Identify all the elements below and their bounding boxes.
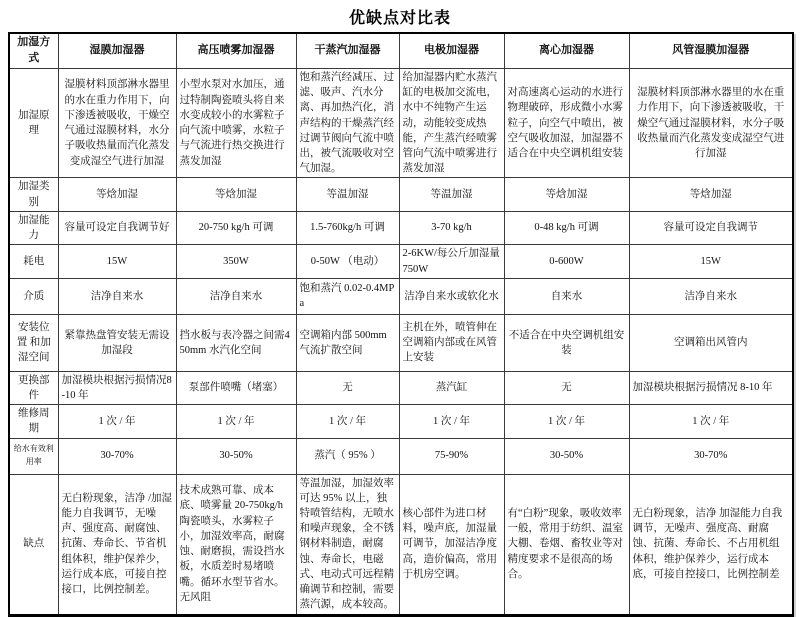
table-cell: 等焓加湿 [176, 178, 296, 211]
table-cell: 空调箱内部 500mm 气流扩散空间 [296, 314, 399, 371]
table-cell: 1 次 / 年 [296, 405, 399, 438]
table-cell: 无白粉现象，洁净 /加湿能力自我调节，无噪声、强度高、耐腐蚀、抗菌、寿命长、节省机组体积，维护保养少，运行成本底，可接自控接口，比例控制差。 [58, 474, 176, 615]
table-cell: 有“白粉”现象，吸收效率一般，常用于纺织、温室大棚、卷烟、畜牧业等对精度要求不是很高的场合。 [504, 474, 629, 615]
table-cell: 1 次 / 年 [504, 405, 629, 438]
table-cell: 自来水 [504, 278, 629, 314]
table-cell: 30-70% [629, 438, 793, 474]
table-row [9, 371, 793, 404]
table-cell: 等温加湿，加湿效率可达 95% 以上，独特喷管结构，无喷水和噪声现象，全不锈钢材料制造，耐腐蚀、寿命长，电磁式、电动式可远程精确调节和控制，需要蒸汽源，成本较高。 [296, 474, 399, 615]
table-cell: 1 次 / 年 [176, 405, 296, 438]
table-cell: 挡水板与表冷器之间需450mm 水汽化空间 [176, 314, 296, 371]
table-cell: 等焓加湿 [504, 178, 629, 211]
table-cell: 0-600W [504, 245, 629, 278]
table-cell: 容量可设定自我调节好 [58, 211, 176, 244]
table-row [9, 278, 793, 314]
table-cell: 核心部件为进口材料，噪声底，加湿量可调节，加湿洁净度高，造价偏高，常用于机房空调。 [399, 474, 504, 615]
table-cell: 350W [176, 245, 296, 278]
row-label: 安装位置 和加湿空间 [9, 314, 58, 371]
table-row [9, 68, 793, 178]
table-row [9, 178, 793, 211]
row-label: 给水有效利用率 [9, 438, 58, 474]
table-cell: 1.5-760kg/h 可调 [296, 211, 399, 244]
table-cell: 无 [296, 371, 399, 404]
table-cell: 2-6KW/每公斤加湿量 750W [399, 245, 504, 278]
table-cell: 技术成熟可靠、成本底、喷雾量 20-750kg/h 陶瓷喷头，水雾粒子小，加湿效率高，耐腐蚀、耐磨损，需设挡水板，水质差时易堵喷嘴。循环水型节省水。无风阻 [176, 474, 296, 615]
table-cell: 0-48 kg/h 可调 [504, 211, 629, 244]
table-cell: 75-90% [399, 438, 504, 474]
table-cell: 加湿模块根据污损情况8-10 年 [58, 371, 176, 404]
header-cell-dry-steam: 干蒸汽加湿器 [296, 33, 399, 68]
table-row [9, 314, 793, 371]
table-body [9, 68, 793, 615]
table-cell: 0-50W （电动） [296, 245, 399, 278]
table-cell: 对高速离心运动的水进行物理破碎，形成微小水雾粒子，向空气中喷出，被空气吸收加湿，加湿器不适合在中央空调机组安装 [504, 68, 629, 178]
table-cell: 等温加湿 [399, 178, 504, 211]
table-cell: 空调箱出风管内 [629, 314, 793, 371]
table-cell: 饱和蒸汽 0.02-0.4MPa [296, 278, 399, 314]
table-cell: 洁净自来水 [629, 278, 793, 314]
table-cell: 给加湿器内贮水蒸汽缸的电极加交流电，水中不纯物产生运动，动能较变成热能，产生蒸汽经喷雾管向气流中喷雾进行蒸发加湿 [399, 68, 504, 178]
table-row [9, 438, 793, 474]
row-label: 加湿原理 [9, 68, 58, 178]
row-label: 维修周期 [9, 405, 58, 438]
header-cell-duct-wet-membrane: 风管湿膜加湿器 [629, 33, 793, 68]
table-cell: 湿膜材料顶部淋水器里的水在重力作用下，向下渗透被吸收，干燥空气通过湿膜材料，水分子吸收热量而汽化蒸发变成湿空气进行加湿 [58, 68, 176, 178]
header-cell-high-pressure-spray: 高压喷雾加湿器 [176, 33, 296, 68]
table-cell: 容量可设定自我调节 [629, 211, 793, 244]
table-cell: 蒸汽缸 [399, 371, 504, 404]
header-cell-centrifugal: 离心加湿器 [504, 33, 629, 68]
table-row [9, 245, 793, 278]
table-cell: 主机在外，喷管伸在空调箱内部或在风管上安装 [399, 314, 504, 371]
table-cell: 加湿模块根据污损情况 8-10 年 [629, 371, 793, 404]
table-cell: 等焓加湿 [629, 178, 793, 211]
comparison-table [8, 32, 794, 617]
table-cell: 湿膜材料顶部淋水器里的水在重力作用下，向下渗透被吸收，干燥空气通过湿膜材料，水分子吸收热量而汽化蒸发变成湿空气进行加湿 [629, 68, 793, 178]
header-row [9, 33, 793, 68]
table-cell: 等焓加湿 [58, 178, 176, 211]
header-cell-electrode: 电极加湿器 [399, 33, 504, 68]
table-row [9, 405, 793, 438]
table-cell: 饱和蒸汽经减压、过滤、吸声、汽水分离、再加热汽化，消声结构的干燥蒸汽经过调节阀向气流中喷出，被气流吸收对空气加湿。 [296, 68, 399, 178]
table-cell: 3-70 kg/h [399, 211, 504, 244]
table-cell: 无白粉现象，洁净 加湿能力自我调节，无噪声、强度高、耐腐蚀、抗菌、寿命长、不占用机组体积，维护保养少，运行成本底，可接自控接口，比例控制差 [629, 474, 793, 615]
table-cell: 小型水泵对水加压，通过特制陶瓷喷头将自来水变成较小的水雾粒子向气流中喷雾，水粒子与气流进行热交换进行蒸发加湿 [176, 68, 296, 178]
table-row [9, 474, 793, 615]
table-cell: 等温加湿 [296, 178, 399, 211]
table-cell: 1 次 / 年 [58, 405, 176, 438]
row-label: 加湿类别 [9, 178, 58, 211]
table-header [9, 33, 793, 68]
header-cell-method: 加湿方式 [9, 33, 58, 68]
table-cell: 30-50% [176, 438, 296, 474]
row-label: 加湿能力 [9, 211, 58, 244]
table-cell: 1 次 / 年 [399, 405, 504, 438]
table-cell: 洁净自来水 [176, 278, 296, 314]
table-cell: 20-750 kg/h 可调 [176, 211, 296, 244]
table-row [9, 211, 793, 244]
table-cell: 紧靠热盘管安装无需设加湿段 [58, 314, 176, 371]
table-cell: 30-50% [504, 438, 629, 474]
table-cell: 无 [504, 371, 629, 404]
row-label: 缺点 [9, 474, 58, 615]
row-label: 更换部件 [9, 371, 58, 404]
table-cell: 30-70% [58, 438, 176, 474]
table-cell: 15W [629, 245, 793, 278]
table-cell: 蒸汽（ 95% ） [296, 438, 399, 474]
table-cell: 15W [58, 245, 176, 278]
table-cell: 1 次 / 年 [629, 405, 793, 438]
row-label: 耗电 [9, 245, 58, 278]
table-cell: 洁净自来水 [58, 278, 176, 314]
header-cell-wet-membrane: 湿膜加湿器 [58, 33, 176, 68]
row-label: 介质 [9, 278, 58, 314]
page-title: 优缺点对比表 [348, 10, 451, 27]
table-cell: 洁净自来水或软化水 [399, 278, 504, 314]
table-cell: 不适合在中央空调机组安装 [504, 314, 629, 371]
table-cell: 泵部件喷嘴（堵塞） [176, 371, 296, 404]
